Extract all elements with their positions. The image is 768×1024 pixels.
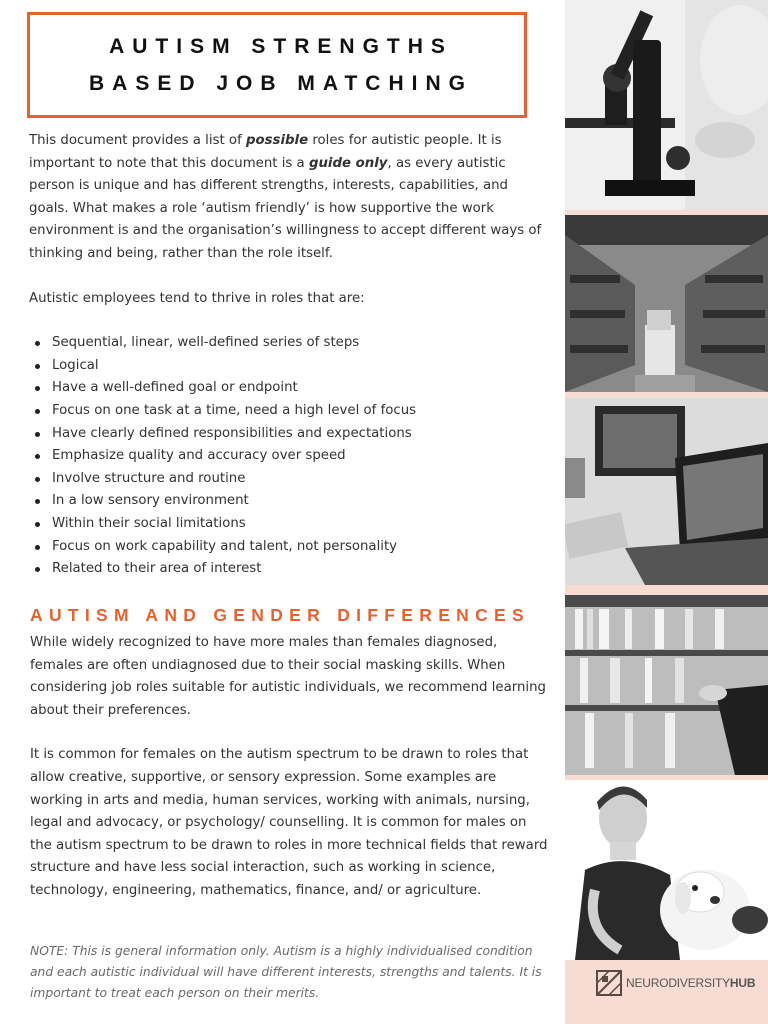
list-item-text: Logical <box>52 357 99 373</box>
shelves-photo <box>565 595 768 775</box>
list-item-text: Focus on work capability and talent, not personality <box>52 538 398 554</box>
gender-section <box>30 632 550 903</box>
list-item <box>29 468 551 491</box>
traits-list <box>29 332 551 581</box>
bullet-icon <box>35 477 40 482</box>
list-item <box>29 332 551 355</box>
logo-word-neurodiversity: NEURODIVERSITY <box>626 976 730 990</box>
bullet-icon <box>35 545 40 550</box>
bullet-icon <box>35 341 40 346</box>
list-item-text: Focus on one task at a time, need a high level of focus <box>52 402 417 418</box>
gender-paragraph-1: While widely recognized to have more males than females diagnosed, females are often undiagnosed due to their social masking skills. When considering job roles suitable for autistic individuals, we recommend learning about their preferences. <box>30 635 546 718</box>
list-item <box>29 377 551 400</box>
intro-emphasis-guide-only: guide only <box>308 155 388 171</box>
list-item-text: In a low sensory environment <box>52 493 249 509</box>
list-item <box>29 536 551 559</box>
gender-paragraph-2: It is common for females on the autism spectrum to be drawn to roles that allow creative, supportive, or sensory expression. Some examples are working in arts and media, human services, working with animals, nursing, legal and advocacy, or psychology/ counselling. It is common for males on the autism spectrum to be drawn to roles in more technical fields that reward structure and have less social interaction, such as working in science, technology, engineering, mathematics, finance, and/ or agriculture. <box>30 747 548 898</box>
bullet-icon <box>35 522 40 527</box>
list-item <box>29 445 551 468</box>
hub-logo-icon <box>596 970 622 996</box>
list-item-text: Within their social limitations <box>52 515 246 531</box>
list-item-text: Involve structure and routine <box>52 470 246 486</box>
intro-section <box>29 130 551 581</box>
list-item <box>29 490 551 513</box>
list-item <box>29 355 551 378</box>
list-item <box>29 423 551 446</box>
intro-text-1: This document provides a list of <box>29 133 246 148</box>
title-box <box>27 12 527 118</box>
neurodiversity-hub-logo <box>596 970 755 996</box>
bullet-icon <box>35 454 40 459</box>
logo-text <box>626 976 755 990</box>
note-disclaimer: NOTE: This is general information only. Autism is a highly individualised condition and each autistic individual will have different interests, strengths and talents. It is important to treat each person on their merits. <box>30 944 542 1000</box>
title-line-2: BASED JOB MATCHING <box>89 72 473 95</box>
thrive-lead: Autistic employees tend to thrive in roles that are: <box>29 290 365 306</box>
warehouse-photo <box>565 215 768 392</box>
list-item-text: Emphasize quality and accuracy over speed <box>52 448 346 464</box>
intro-text-2: roles for autistic people. It is important to note that this document is a <box>29 133 502 171</box>
bullet-icon <box>35 432 40 437</box>
list-item <box>29 513 551 536</box>
gender-heading: AUTISM AND GENDER DIFFERENCES <box>30 605 530 625</box>
intro-text-3: , as every autistic person is unique and has different strengths, interests, capabilities, and goals. What makes a role ‘autism friendly’ is how supportive the work environment is and the organisation’s willingness to accept different ways of thinking and being, rather than the role itself. <box>29 155 542 261</box>
logo-word-hub: HUB <box>729 976 756 990</box>
list-item-text: Related to their area of interest <box>52 561 262 577</box>
bullet-icon <box>35 567 40 572</box>
bullet-icon <box>35 409 40 414</box>
list-item-text: Sequential, linear, well-defined series of steps <box>52 335 360 351</box>
monitors-photo <box>565 398 768 585</box>
intro-paragraph <box>29 130 551 266</box>
intro-emphasis-possible: possible <box>245 133 309 148</box>
list-item <box>29 400 551 423</box>
title-line-1: AUTISM STRENGTHS <box>109 35 453 58</box>
list-item-text: Have clearly defined responsibilities and expectations <box>52 425 412 441</box>
bullet-icon <box>35 364 40 369</box>
microscope-photo <box>565 0 768 210</box>
list-item-text: Have a well-defined goal or endpoint <box>52 380 298 396</box>
woman-with-dog-photo <box>565 780 768 960</box>
list-item <box>29 558 551 581</box>
bullet-icon <box>35 499 40 504</box>
bullet-icon <box>35 386 40 391</box>
